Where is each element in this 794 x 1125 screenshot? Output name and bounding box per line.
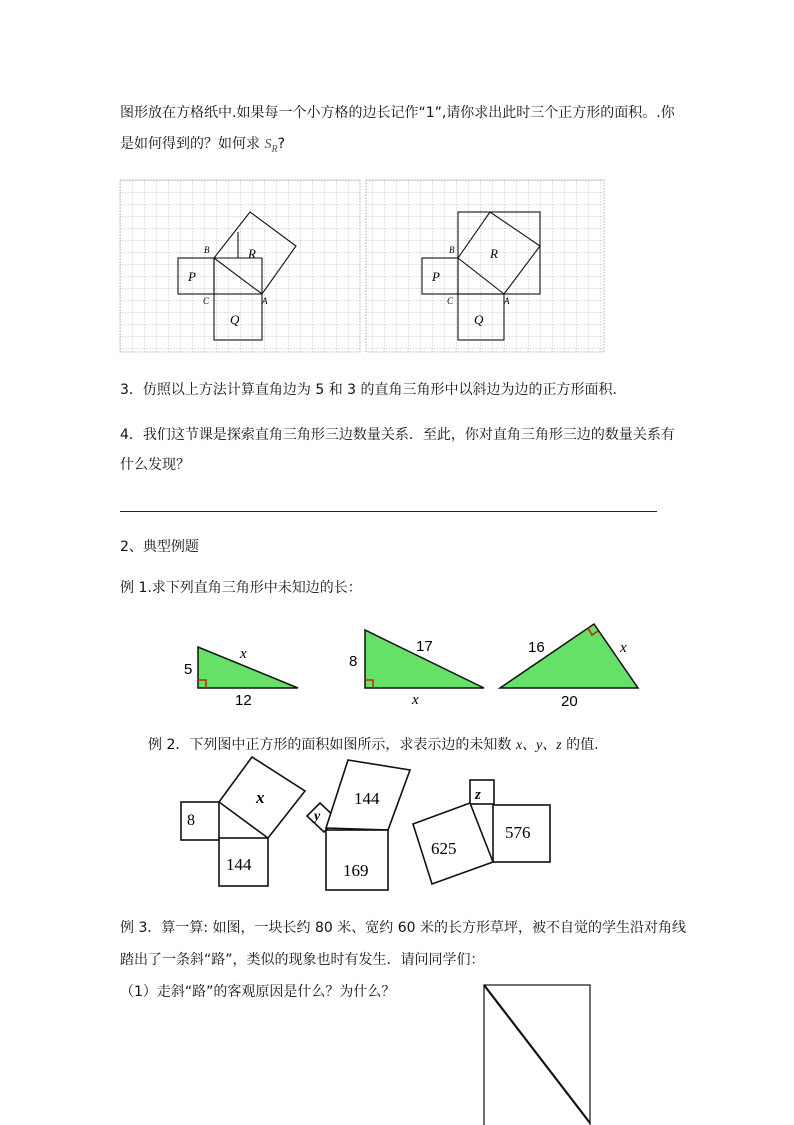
label-a-right: A (504, 296, 510, 306)
label-p-left: P (188, 269, 196, 284)
grid-figures (0, 170, 794, 370)
example-2-vars: x、y、z (515, 738, 562, 753)
triangle-3-right-label: x (620, 640, 627, 656)
label-r-right: R (490, 246, 498, 261)
fig3-label-z: z (475, 787, 481, 803)
intro-line-2 (120, 134, 285, 160)
example-2-figures (0, 752, 794, 892)
label-p-right: P (432, 269, 440, 284)
label-q-right: Q (474, 312, 484, 327)
triangle-3-bottom-label: 20 (561, 693, 578, 710)
label-q-left: Q (230, 312, 240, 327)
fig2-label-144: 144 (354, 789, 380, 808)
fig2-square-169 (326, 830, 388, 890)
example-3-line-1: 例 3．算一算: 如图，一块长约 80 米、宽约 60 米的长方形草坪，被不自觉的学生沿对角线 (120, 920, 686, 936)
fig3-label-576: 576 (505, 823, 531, 842)
example-3-question-1: （1）走斜“路”的客观原因是什么？为什么？ (120, 984, 396, 1000)
example-3-line-2: 踏出了一条斜“路”，类似的现象也时有发生．请问同学们： (120, 952, 485, 968)
fig1-label-144: 144 (226, 855, 252, 874)
intro-line-2-prefix: 是如何得到的？如何求 (120, 136, 260, 152)
area-symbol: S (264, 137, 272, 152)
fig2-label-169: 169 (343, 861, 369, 880)
triangle-1 (198, 647, 298, 688)
example-2-suffix: 的值. (566, 737, 599, 753)
section-heading: 2、典型例题 (120, 539, 199, 555)
fig3-label-625: 625 (431, 839, 457, 858)
label-r-left: R (248, 246, 256, 261)
fig1-label-8: 8 (187, 812, 195, 829)
triangle-3-left-label: 16 (528, 639, 545, 656)
area-symbol-subscript: R (271, 143, 278, 155)
label-a-left: A (262, 296, 268, 306)
question-3: 3．仿照以上方法计算直角边为 5 和 3 的直角三角形中以斜边为边的正方形面积． (120, 382, 627, 398)
answer-line (120, 511, 657, 512)
lawn-diagonal-path (484, 985, 590, 1123)
intro-line-1: 图形放在方格纸中.如果每一个小方格的边长记作“1”,请你求出此时三个正方形的面积。.你 (120, 105, 675, 121)
grid-paper-left (120, 180, 360, 352)
example-1-triangles (0, 620, 794, 720)
triangle-3 (500, 624, 638, 688)
label-c-right: C (447, 296, 454, 306)
triangle-1-hyp-label: x (240, 646, 247, 662)
triangle-2-left-label: 8 (349, 653, 358, 670)
fig3-square-z (470, 780, 494, 804)
label-b-left: B (204, 245, 210, 255)
triangle-2-hyp-label: 17 (416, 638, 433, 655)
grid-paper-right (366, 180, 604, 352)
label-c-left: C (203, 296, 210, 306)
triangle-1-left-label: 5 (184, 661, 193, 678)
lawn-rectangle-figure (0, 975, 794, 1125)
fig2-label-y: y (314, 809, 321, 824)
triangle-1-bottom-label: 12 (235, 692, 252, 709)
fig1-label-x: x (256, 788, 265, 807)
label-b-right: B (449, 245, 455, 255)
question-4-line-2: 什么发现？ (120, 457, 190, 473)
example-1-title: 例 1.求下列直角三角形中未知边的长： (120, 580, 362, 596)
intro-line-2-suffix: ? (277, 136, 285, 152)
question-4-line-1: 4．我们这节课是探索直角三角形三边数量关系．至此，你对直角三角形三边的数量关系有 (120, 427, 675, 443)
triangle-2-bottom-label: x (412, 692, 419, 708)
example-2-prefix: 例 2．下列图中正方形的面积如图所示，求表示边的未知数 (148, 737, 512, 753)
